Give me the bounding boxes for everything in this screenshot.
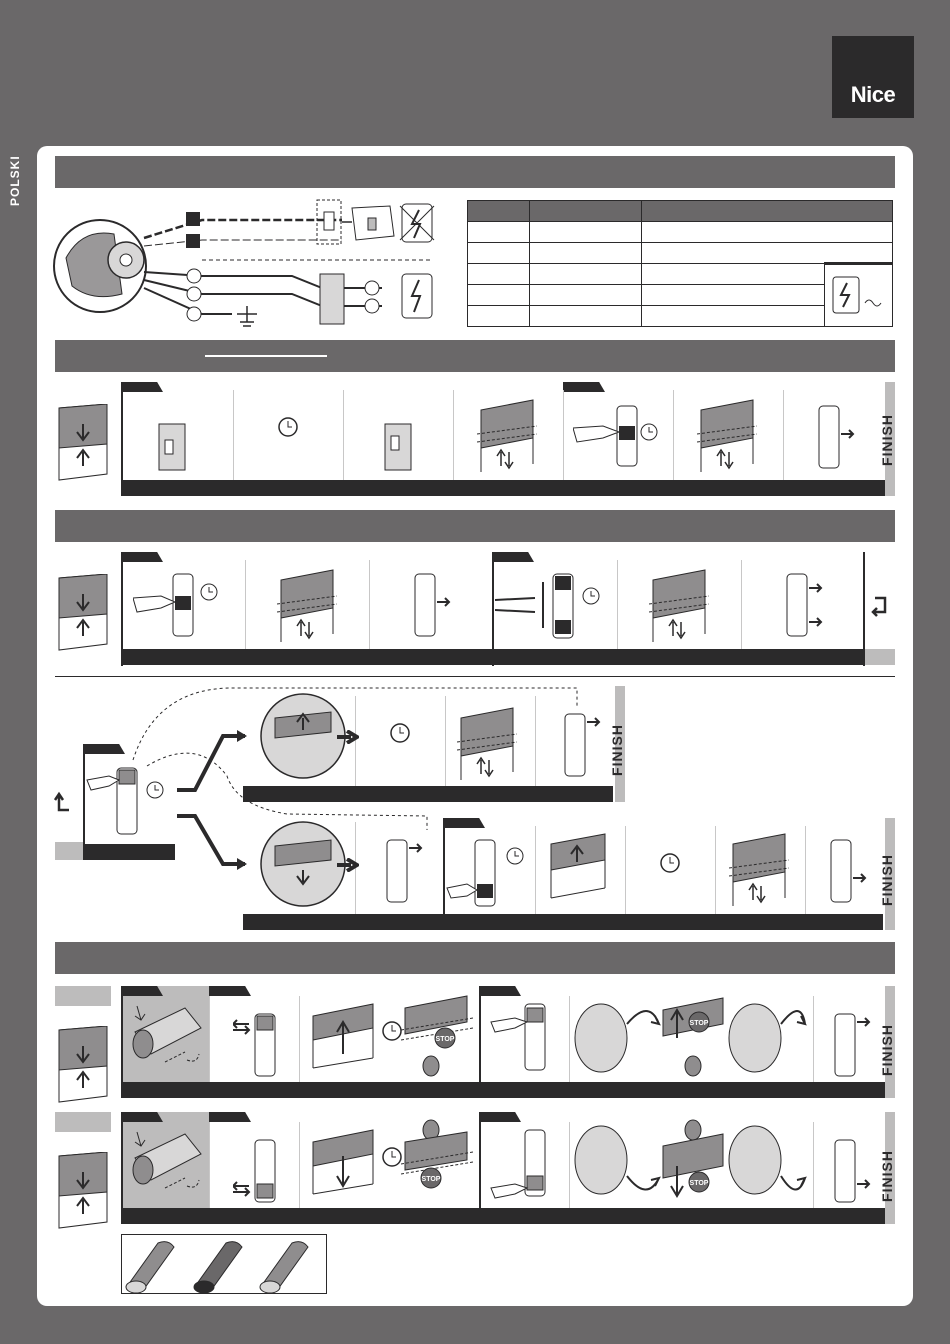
hand-press-down-icon [445,836,531,910]
loop-arrow-icon [869,594,891,618]
step-tab [563,382,605,392]
blind-down-icon-b [309,1128,379,1198]
blind-icon-s2 [57,404,111,482]
language-tab [8,155,22,206]
blind-icon-s5b [57,1152,111,1230]
remote-icon-7 [833,1012,873,1078]
return-arrow-icon [53,790,75,814]
remote-icon-3 [785,572,825,638]
remote-arrow-icon-b [233,1138,285,1204]
dashed-arc-connectors [117,676,597,836]
blind-updown-icon-4 [649,568,709,644]
hand-press-up-icon-a [481,998,551,1078]
ground-icon [237,306,257,326]
step-tab [121,382,163,392]
language-label: POLSKI [8,155,22,206]
tube-motor-icon-b [125,1128,209,1204]
breaker-icon-1 [157,422,187,472]
blind-icon-s3 [57,574,111,652]
arrow-right-icon-2 [337,858,359,872]
remote-icon-1 [817,404,857,470]
section-band-wiring [55,156,895,188]
remote-arrow-icon-a [233,1012,285,1078]
clock-icon-4 [381,1020,403,1042]
clock-icon-5 [381,1146,403,1168]
blind-stop-icon-b [401,1116,473,1206]
blind-updown-icon-2 [697,398,757,474]
ac-power-icon [831,273,887,317]
adjust-sequence-icon-b [571,1116,807,1206]
svg-text:STOP: STOP [689,1020,709,1027]
wiring-spec-table [467,200,893,327]
blind-updown-icon-6 [729,832,789,908]
motor-head-icon [54,220,146,312]
hand-press-down-icon-b [481,1126,551,1206]
remote-icon-2 [413,572,453,638]
blind-stop-icon-a [401,994,473,1080]
remote-icon-5 [385,838,425,904]
wire-marker-black-2 [186,234,200,248]
section-band-2 [55,340,895,372]
tube-motor-icon-a [125,1002,209,1078]
blind-updown-icon-3 [277,568,337,644]
remote-icon-6 [829,838,869,904]
blind-updown-icon-1 [477,398,537,474]
adjust-sequence-icon-a [571,994,807,1080]
section-band-5 [55,942,895,974]
wiring-diagram [52,198,457,328]
svg-text:STOP: STOP [689,1180,709,1187]
breaker-icon [320,274,344,324]
svg-text:STOP: STOP [421,1176,441,1183]
tube-types-box [121,1234,327,1294]
tube-icon [122,1235,326,1293]
nice-logo [832,36,914,118]
logo-text: Nice [850,82,896,107]
instruction-sheet: FINISH FINISH FINISH STOP STOP FINISH STOP STOP FINISH [37,146,913,1306]
blind-up-icon [547,832,611,902]
breaker-icon-2 [383,422,413,472]
blind-icon-s5a [57,1026,111,1104]
clock-icon-1 [277,416,299,438]
clock-icon-3 [659,852,681,874]
svg-text:STOP: STOP [435,1036,455,1043]
hand-press-icon-2 [133,570,223,640]
wire-marker-black-1 [186,212,200,226]
section-band-3 [55,510,895,542]
remote-icon-8 [833,1138,873,1204]
hand-press-icon-1 [573,402,659,470]
blind-up-icon-a [309,1002,379,1072]
hand-press-two-buttons-icon [495,570,605,642]
